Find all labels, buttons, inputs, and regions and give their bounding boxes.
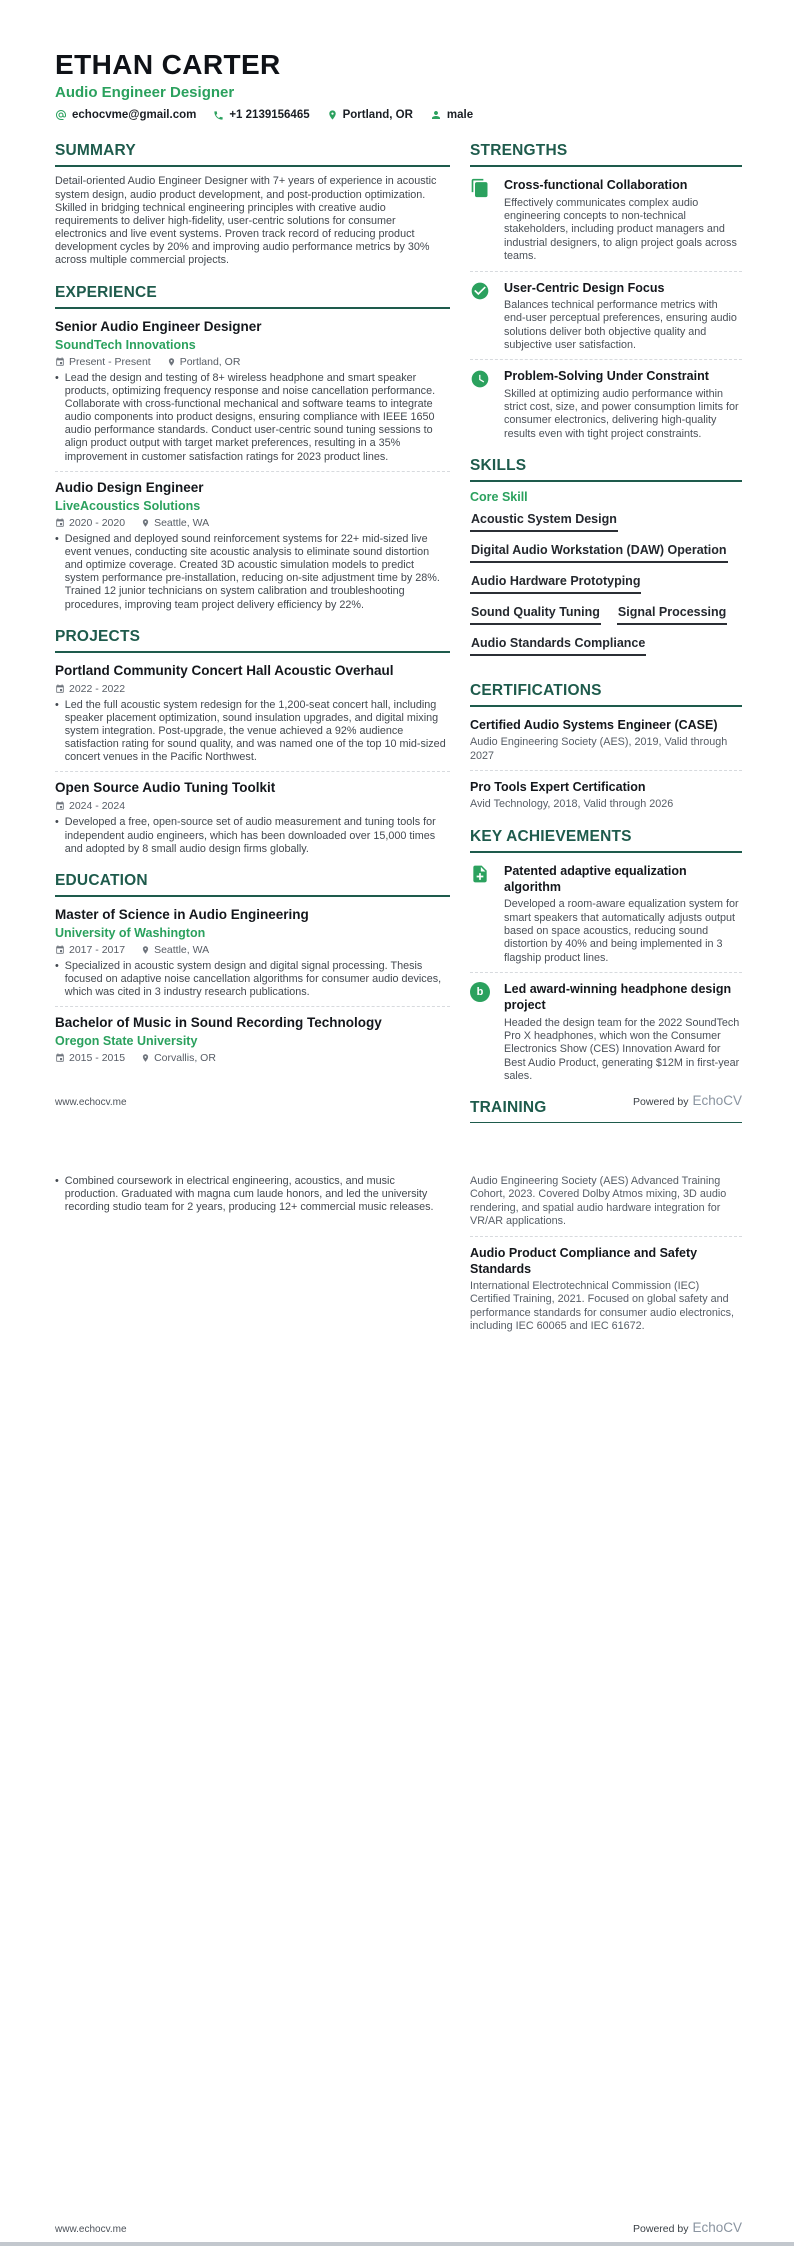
strength-title: Problem-Solving Under Constraint: [504, 369, 709, 384]
entry-divider: [470, 972, 742, 973]
strength-item: [470, 366, 742, 441]
footer-powered: Powered by EchoCV: [633, 1093, 742, 1108]
calendar-icon: [55, 684, 65, 694]
experience-meta: [55, 356, 450, 368]
resume-page-2: [0, 1123, 794, 2246]
location-pin-icon: [167, 357, 176, 367]
education-entry: [55, 905, 450, 999]
entry-divider: [470, 271, 742, 272]
certification-entry: [470, 715, 742, 763]
location-pin-icon: [141, 518, 150, 528]
education-dates: 2015 - 2015: [55, 1052, 125, 1064]
skill-item: Signal Processing: [617, 604, 727, 625]
achievement-item: [470, 979, 742, 1083]
left-column: [55, 142, 450, 1080]
project-bullet: • Led the full acoustic system redesign for the 1,200-seat concert hall, including speaker placement optimization, sound insulation upgrades, and digital mixing system integration. Post-upgrade, the venue achieved a 92% audience satisfaction rating for sound quality, and was named one of the top 10 mid-sized concert venues in the Pacific Northwest.: [55, 698, 446, 764]
certification-meta: Audio Engineering Society (AES), 2019, Valid through 2027: [470, 736, 728, 762]
school-name: University of Washington: [55, 925, 206, 940]
contact-email[interactable]: [55, 109, 196, 121]
experience-entry: [55, 317, 450, 464]
education-meta: [55, 944, 450, 956]
location-pin-icon: [141, 945, 150, 955]
viewport-bottom-edge: [0, 2242, 794, 2246]
strengths-heading: STRENGTHS: [470, 142, 742, 167]
left-column-continued: [55, 1175, 450, 1215]
section-strengths: [470, 142, 742, 441]
location-pin-icon: [141, 1053, 150, 1063]
section-summary: [55, 142, 450, 267]
project-dates: 2022 - 2022: [55, 683, 125, 695]
experience-job-title: Audio Design Engineer: [55, 479, 204, 495]
strength-item: [470, 278, 742, 353]
contact-phone: [213, 109, 309, 121]
skill-group-label: Core Skill: [470, 490, 528, 505]
strength-text: Balances technical performance metrics with end-user perceptual preferences, ensuring audio solutions deliver both objective quality and subjective user satisfaction.: [504, 298, 737, 351]
skill-item: Acoustic System Design: [470, 511, 618, 532]
education-entry: [55, 1013, 450, 1064]
achievements-heading: KEY ACHIEVEMENTS: [470, 828, 742, 853]
candidate-name: ETHAN CARTER: [55, 49, 281, 80]
achievement-text: Developed a room-aware equalization system for smart speakers that automatically adjusts output based on space acoustics, reducing sound distortion by 40% and being implemented in 3 flagship product lines.: [504, 898, 739, 964]
entry-divider: [470, 770, 742, 771]
section-achievements: [470, 828, 742, 1084]
certifications-heading: CERTIFICATIONS: [470, 682, 742, 707]
strength-title: Cross-functional Collaboration: [504, 178, 688, 193]
section-projects: [55, 628, 450, 856]
experience-bullet: • Lead the design and testing of 8+ wireless headphone and smart speaker products, optimizing frequency response and noise cancellation performance. Collaborate with cross-functional mechanical and software teams to integrate audio components into product designs, ensuring compliance with IEEE 1650 audio performance standards. Conduct user-centric sound tuning sessions to align product output with target market preferences, resulting in a 35% improvement in customer satisfaction ratings for 2023 product lines.: [55, 371, 436, 463]
location-pin-icon: [327, 109, 338, 121]
training-desc: International Electrotechnical Commission (IEC) Certified Training, 2021. Focused on global safety and performance standards for consumer audio electronics, including IEC 60065 and IEC 61672.: [470, 1280, 735, 1333]
achievement-item: [470, 861, 742, 965]
certification-entry: [470, 777, 742, 812]
education-location: Corvallis, OR: [141, 1052, 216, 1064]
page-footer: [55, 2219, 742, 2237]
right-column: [470, 142, 742, 1166]
project-dates: 2024 - 2024: [55, 800, 125, 812]
badge-circle-icon: b: [470, 981, 491, 1083]
entry-divider: [55, 471, 450, 472]
phone-icon: [213, 110, 224, 121]
education-meta: [55, 1052, 450, 1064]
training-title: Audio Product Compliance and Safety Standards: [470, 1245, 698, 1276]
skills-list: [470, 511, 742, 666]
experience-bullet: • Designed and deployed sound reinforcement systems for 22+ mid-sized live event venues, conducting site acoustic analysis to eliminate sound distortion and optimize coverage. Created 3D acoustic simulation models to predict system performance pre-installation, reducing on-site adjustment time by 28%. Trained 12 junior technicians on system calibration and troubleshooting procedures, improving team project delivery efficiency by 22%.: [55, 532, 440, 611]
strength-title: User-Centric Design Focus: [504, 280, 665, 295]
echocv-brand: EchoCV: [692, 1093, 742, 1108]
entry-divider: [55, 1006, 450, 1007]
calendar-icon: [55, 518, 65, 528]
degree-title: Bachelor of Music in Sound Recording Technology: [55, 1015, 382, 1031]
summary-text: Detail-oriented Audio Engineer Designer with 7+ years of experience in acoustic system design, audio product development, and post-production optimization. Skilled in bridging technical engineering principles with creative audio requirements to deliver high-fidelity, user-centric solutions for consumer electronics and live event systems. Proven track record of reducing product development cycles by 20% and improving audio performance metrics by 30% across multiple commercial projects.: [55, 175, 437, 267]
strength-item: [470, 175, 742, 263]
experience-company: SoundTech Innovations: [55, 337, 196, 352]
certification-title: Pro Tools Expert Certification: [470, 780, 646, 795]
calendar-icon: [55, 801, 65, 811]
experience-location: Portland, OR: [167, 356, 241, 368]
skill-item: Digital Audio Workstation (DAW) Operation: [470, 542, 728, 563]
contact-location: [327, 109, 413, 121]
contact-phone-text: +1 2139156465: [229, 109, 310, 122]
certification-meta: Avid Technology, 2018, Valid through 2026: [470, 798, 674, 811]
skills-heading: SKILLS: [470, 457, 742, 482]
section-skills: [470, 457, 742, 666]
education-heading: EDUCATION: [55, 872, 450, 897]
section-certifications: [470, 682, 742, 812]
skill-item: Audio Hardware Prototyping: [470, 573, 641, 594]
strength-text: Effectively communicates complex audio engineering concepts to non-technical stakeholders, including product managers and industrial designers, to align project goals across teams.: [504, 196, 737, 263]
achievement-title: Led award-winning headphone design project: [504, 982, 732, 1013]
achievement-text: Headed the design team for the 2022 SoundTech Pro X headphones, which won the Consumer Electronics Show (CES) Innovation Award for Best Audio Product, generating $12M in first-year sales.: [504, 1016, 740, 1083]
experience-heading: EXPERIENCE: [55, 284, 450, 309]
certification-title: Certified Audio Systems Engineer (CASE): [470, 718, 718, 733]
section-education: [55, 872, 450, 1064]
achievement-title: Patented adaptive equalization algorithm: [504, 863, 687, 894]
education-dates: 2017 - 2017: [55, 944, 125, 956]
training-desc: Audio Engineering Society (AES) Advanced Training Cohort, 2023. Covered Dolby Atmos mixing, 3D audio rendering, and spatial audio hardware integration for VR/AR applications.: [470, 1175, 727, 1228]
echocv-brand: EchoCV: [692, 2220, 742, 2235]
at-icon: [55, 109, 67, 121]
candidate-job-title: Audio Engineer Designer: [55, 84, 235, 102]
experience-dates: 2020 - 2020: [55, 517, 125, 529]
right-column-continued: [470, 1175, 742, 1334]
entry-divider: [470, 359, 742, 360]
training-entry: [470, 1243, 742, 1334]
section-experience: [55, 284, 450, 612]
experience-entry: [55, 478, 450, 612]
project-title: Portland Community Concert Hall Acoustic Overhaul: [55, 662, 394, 678]
skill-item: Audio Standards Compliance: [470, 635, 646, 656]
clock-icon: [470, 368, 491, 441]
experience-location: Seattle, WA: [141, 517, 209, 529]
file-plus-icon: [470, 863, 491, 965]
footer-site-link[interactable]: www.echocv.me: [55, 1097, 127, 1108]
degree-title: Master of Science in Audio Engineering: [55, 906, 309, 922]
school-name: Oregon State University: [55, 1034, 198, 1049]
project-entry: [55, 661, 450, 765]
calendar-icon: [55, 1053, 65, 1063]
contact-gender: [430, 109, 473, 121]
experience-job-title: Senior Audio Engineer Designer: [55, 318, 262, 334]
project-title: Open Source Audio Tuning Toolkit: [55, 780, 276, 796]
project-meta: [55, 800, 450, 812]
project-bullet: • Developed a free, open-source set of audio measurement and tuning tools for independent audio engineers, which has been downloaded over 15,000 times and adopted by 8 small audio design firms globally.: [55, 816, 436, 855]
footer-site-link[interactable]: www.echocv.me: [55, 2224, 127, 2235]
training-heading: TRAINING: [470, 1099, 742, 1124]
footer-powered: Powered by EchoCV: [633, 2220, 742, 2235]
projects-heading: PROJECTS: [55, 628, 450, 653]
calendar-icon: [55, 945, 65, 955]
contact-gender-text: male: [446, 109, 474, 122]
header: [55, 50, 742, 121]
project-entry: [55, 778, 450, 855]
skill-item: Sound Quality Tuning: [470, 604, 601, 625]
experience-dates: Present - Present: [55, 356, 151, 368]
calendar-icon: [55, 357, 65, 367]
education-bullet-continued: • Combined coursework in electrical engineering, acoustics, and music production. Graduated with magna cum laude honors, and led the university recording studio team for 2 years, producing 12+ commercial music releases.: [55, 1175, 434, 1214]
copy-pages-icon: [470, 177, 491, 263]
page-footer: [55, 1092, 742, 1110]
contact-location-text: Portland, OR: [342, 109, 413, 122]
experience-company: LiveAcoustics Solutions: [55, 498, 201, 513]
education-bullet: • Specialized in acoustic system design and digital signal processing. Thesis focused on adaptive noise cancellation algorithms for consumer audio devices, which was cited in 3 industry research publications.: [55, 959, 442, 999]
summary-heading: SUMMARY: [55, 142, 450, 167]
project-meta: [55, 683, 450, 695]
strength-text: Skilled at optimizing audio performance within strict cost, size, and power consumption limits for consumer electronics, delivering high-quality results even with tight project constraints.: [504, 387, 739, 440]
entry-divider: [470, 1236, 742, 1237]
education-location: Seattle, WA: [141, 944, 209, 956]
entry-divider: [55, 771, 450, 772]
person-icon: [430, 109, 442, 121]
experience-meta: [55, 517, 450, 529]
contact-row: [55, 109, 742, 121]
contact-email-text: echocvme@gmail.com: [72, 109, 197, 122]
check-circle-icon: [470, 280, 491, 353]
